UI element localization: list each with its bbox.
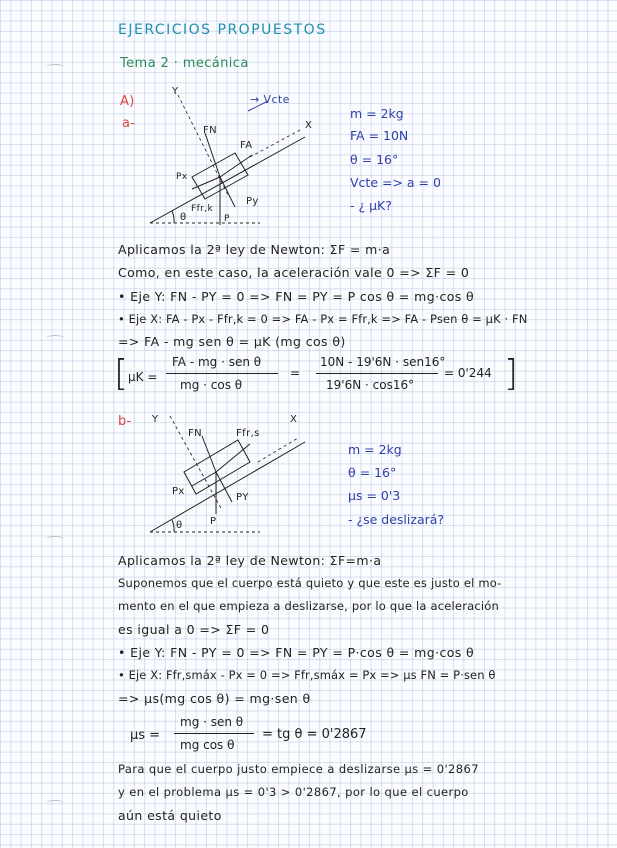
text-line: es igual a 0 => ΣF = 0 [118, 622, 270, 637]
text-line: mento en el que empieza a deslizarse, por lo que la aceleración [118, 599, 500, 613]
axis-x-label: X [305, 120, 313, 131]
weight-label: P [210, 516, 217, 527]
page-title: EJERCICIOS PROPUESTOS [118, 22, 327, 38]
conclusion-line: aún está quieto [118, 808, 222, 823]
conclusion-line: Para que el cuerpo justo empiece a deslizarse μs = 0'2867 [118, 762, 479, 776]
applied-force-label: FA [240, 140, 253, 151]
py-label: PY [236, 492, 249, 503]
px-label: Px [172, 486, 185, 497]
equals-sign: = [290, 366, 301, 380]
normal-force-label: FN [188, 428, 203, 439]
axis-x-label: X [290, 414, 298, 425]
given-angle: θ = 16° [348, 465, 397, 480]
text-line: Suponemos que el cuerpo está quieto y que este es justo el mo- [118, 576, 502, 590]
py-label: Py [246, 196, 259, 207]
axis-y-label: Y [172, 86, 179, 97]
given-force: FA = 10N [350, 128, 409, 143]
fraction-bar [166, 373, 278, 374]
result-value: = 0'244 [444, 366, 492, 380]
weight-label: P [224, 214, 230, 224]
axis-y-label: Y [152, 414, 159, 425]
conclusion-line: y en el problema μs = 0'3 > 0'2867, por lo que el cuerpo [118, 785, 469, 799]
part-b-label: b- [118, 414, 132, 429]
bracket-right: ] [504, 353, 519, 394]
binder-hole [46, 335, 64, 341]
text-line: • Eje Y: FN - PY = 0 => FN = PY = P·cos θ = mg·cos θ [118, 645, 475, 660]
binder-hole [46, 800, 64, 806]
given-question: - ¿se deslizará? [348, 512, 445, 527]
text-line: => μs(mg cos θ) = mg·sen θ [118, 691, 311, 706]
text-line: • Eje X: FA - Px - Ffr,k = 0 => FA - Px = Ffr,k => FA - Psen θ = μK · FN [118, 312, 528, 326]
mu-k-symbol: μK = [128, 370, 158, 384]
text-line: • Eje X: Ffr,smáx - Px = 0 => Ffr,smáx = Px => μs FN = P·sen θ [118, 668, 496, 682]
fraction-numerator: mg · sen θ [180, 715, 244, 729]
fraction-bar [316, 373, 438, 374]
text-line: => FA - mg sen θ = μK (mg cos θ) [118, 334, 346, 349]
text-line: • Eje Y: FN - PY = 0 => FN = PY = P cos θ = mg·cos θ [118, 289, 475, 304]
given-static-friction: μs = 0'3 [348, 488, 401, 503]
friction-label: Ffr,k [191, 204, 214, 214]
binder-hole [46, 536, 64, 542]
fraction-denominator: mg · cos θ [180, 378, 243, 392]
result-value: = tg θ = 0'2867 [262, 727, 367, 742]
mu-s-symbol: μs = [130, 728, 161, 743]
fraction-denominator: mg cos θ [180, 738, 235, 752]
given-mass: m = 2kg [348, 442, 402, 457]
fraction-bar [174, 733, 254, 734]
binder-hole [46, 64, 64, 70]
text-line: Aplicamos la 2ª ley de Newton: ΣF = m·a [118, 242, 391, 257]
given-mass: m = 2kg [350, 106, 404, 121]
part-a-label: a- [122, 116, 136, 131]
fraction-numerator: FA - mg · sen θ [172, 355, 262, 369]
incline-diagram-a [140, 85, 340, 235]
exercise-number: A) [120, 94, 135, 109]
given-question: - ¿ μK? [350, 198, 392, 213]
given-velocity: Vcte => a = 0 [350, 175, 441, 190]
friction-label: Ffr,s [236, 428, 260, 439]
text-line: Como, en este caso, la aceleración vale 0 => ΣF = 0 [118, 265, 470, 280]
page-subtitle: Tema 2 · mecánica [120, 56, 249, 71]
fraction-numerator: 10N - 19'6N · sen16° [320, 355, 446, 369]
fraction-denominator: 19'6N · cos16° [326, 378, 415, 392]
angle-label: θ [180, 212, 187, 223]
bracket-left: [ [114, 353, 129, 394]
normal-force-label: FN [203, 125, 218, 136]
given-angle: θ = 16° [350, 152, 399, 167]
px-label: Px [176, 172, 188, 182]
velocity-label: → Vcte [250, 93, 290, 106]
angle-label: θ [176, 520, 183, 531]
text-line: Aplicamos la 2ª ley de Newton: ΣF=m·a [118, 553, 382, 568]
